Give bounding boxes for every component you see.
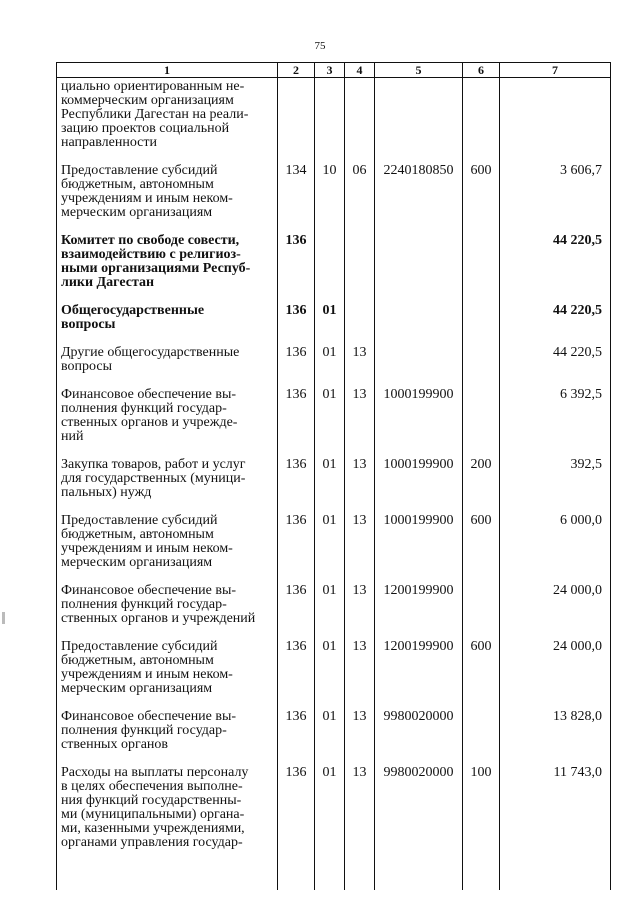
row-name-cell xyxy=(57,640,278,710)
table-row xyxy=(57,458,611,514)
row-name-cell xyxy=(57,388,278,458)
row-name-cell xyxy=(57,458,278,514)
row-admin-code-cell: 136 xyxy=(278,458,315,514)
row-amount-cell xyxy=(500,78,611,165)
table-body xyxy=(57,78,611,891)
row-target-article-cell: 2240180850 xyxy=(375,164,463,234)
row-name-cell xyxy=(57,304,278,346)
row-expense-type-cell: 600 xyxy=(463,164,500,234)
row-name-cell xyxy=(57,710,278,766)
row-amount-cell: 392,5 xyxy=(500,458,611,514)
table-row xyxy=(57,346,611,388)
column-header-6: 6 xyxy=(463,63,500,78)
row-name-line: для государственных (муници- xyxy=(61,471,246,486)
row-target-article-cell: 1000199900 xyxy=(375,514,463,584)
row-target-article-cell: 1200199900 xyxy=(375,584,463,640)
table-row xyxy=(57,710,611,766)
row-subsection-cell: 13 xyxy=(345,640,375,710)
row-subsection-cell: 06 xyxy=(345,164,375,234)
row-expense-type-cell xyxy=(463,710,500,766)
scan-margin-mark xyxy=(2,612,5,624)
row-name-line: ственных органов и учрежде- xyxy=(61,415,238,430)
row-subsection-cell xyxy=(345,78,375,165)
row-name-line: Финансовое обеспечение вы- xyxy=(61,709,237,724)
row-expense-type-cell: 600 xyxy=(463,514,500,584)
row-admin-code-cell: 136 xyxy=(278,346,315,388)
table-row xyxy=(57,304,611,346)
row-target-article-cell: 9980020000 xyxy=(375,710,463,766)
row-name-line: Предоставление субсидий xyxy=(61,513,218,528)
row-name-line: Другие общегосударственные xyxy=(61,345,240,360)
row-section-cell: 01 xyxy=(315,640,345,710)
row-amount-cell: 44 220,5 xyxy=(500,234,611,304)
row-amount-cell: 3 606,7 xyxy=(500,164,611,234)
row-subsection-cell: 13 xyxy=(345,766,375,890)
row-section-cell: 10 xyxy=(315,164,345,234)
row-target-article-cell: 1000199900 xyxy=(375,458,463,514)
column-header-2: 2 xyxy=(278,63,315,78)
row-name-line: Общегосударственные xyxy=(61,303,205,318)
row-name-cell xyxy=(57,766,278,890)
row-admin-code-cell: 136 xyxy=(278,766,315,890)
row-name-line: циально ориентированным не- xyxy=(61,79,245,94)
row-amount-cell: 11 743,0 xyxy=(500,766,611,890)
row-expense-type-cell xyxy=(463,304,500,346)
row-name-line: полнения функций государ- xyxy=(61,401,227,416)
row-section-cell: 01 xyxy=(315,766,345,890)
table-row xyxy=(57,234,611,304)
row-section-cell xyxy=(315,234,345,304)
row-section-cell: 01 xyxy=(315,388,345,458)
row-target-article-cell: 1200199900 xyxy=(375,640,463,710)
row-subsection-cell: 13 xyxy=(345,710,375,766)
row-name-line: Комитет по свободе совести, xyxy=(61,233,240,248)
row-amount-cell: 44 220,5 xyxy=(500,346,611,388)
row-section-cell: 01 xyxy=(315,346,345,388)
table-row xyxy=(57,766,611,890)
page-number: 75 xyxy=(314,40,326,52)
table-row xyxy=(57,78,611,165)
column-number-header-row xyxy=(57,63,611,78)
row-name-line: пальных) нужд xyxy=(61,485,152,500)
column-header-5: 5 xyxy=(375,63,463,78)
row-expense-type-cell xyxy=(463,388,500,458)
row-admin-code-cell: 136 xyxy=(278,514,315,584)
row-amount-cell: 6 000,0 xyxy=(500,514,611,584)
row-section-cell: 01 xyxy=(315,514,345,584)
budget-table xyxy=(56,62,611,890)
row-target-article-cell xyxy=(375,78,463,165)
row-name-line: зацию проектов социальной xyxy=(61,121,230,136)
row-name-line: Финансовое обеспечение вы- xyxy=(61,387,237,402)
row-section-cell: 01 xyxy=(315,584,345,640)
row-name-line: ственных органов и учреждений xyxy=(61,611,256,626)
row-amount-cell: 44 220,5 xyxy=(500,304,611,346)
row-name-line: лики Дагестан xyxy=(61,275,155,290)
row-name-line: ми, казенными учреждениями, xyxy=(61,821,245,836)
row-amount-cell: 24 000,0 xyxy=(500,584,611,640)
table-row xyxy=(57,640,611,710)
row-name-line: направленности xyxy=(61,135,158,150)
column-header-4: 4 xyxy=(345,63,375,78)
row-name-line: полнения функций государ- xyxy=(61,597,227,612)
row-name-line: Финансовое обеспечение вы- xyxy=(61,583,237,598)
column-header-7: 7 xyxy=(500,63,611,78)
row-name-cell xyxy=(57,346,278,388)
row-name-line: мерческим организациям xyxy=(61,555,213,570)
row-subsection-cell: 13 xyxy=(345,458,375,514)
row-name-line: коммерческим организациям xyxy=(61,93,234,108)
row-name-line: мерческим организациям xyxy=(61,205,213,220)
row-section-cell: 01 xyxy=(315,304,345,346)
row-admin-code-cell: 136 xyxy=(278,584,315,640)
row-subsection-cell: 13 xyxy=(345,346,375,388)
row-amount-cell: 13 828,0 xyxy=(500,710,611,766)
row-name-line: Расходы на выплаты персоналу xyxy=(61,765,249,780)
row-section-cell: 01 xyxy=(315,458,345,514)
row-name-line: учреждениям и иным неком- xyxy=(61,667,233,682)
budget-table-container xyxy=(56,62,610,890)
row-subsection-cell: 13 xyxy=(345,584,375,640)
table-row xyxy=(57,388,611,458)
row-name-line: бюджетным, автономным xyxy=(61,527,214,542)
row-target-article-cell xyxy=(375,234,463,304)
row-subsection-cell xyxy=(345,304,375,346)
table-row xyxy=(57,584,611,640)
row-section-cell xyxy=(315,78,345,165)
row-admin-code-cell: 136 xyxy=(278,304,315,346)
row-expense-type-cell xyxy=(463,346,500,388)
row-name-line: Предоставление субсидий xyxy=(61,163,218,178)
row-name-line: Республики Дагестан на реали- xyxy=(61,107,249,122)
table-row xyxy=(57,164,611,234)
row-name-cell xyxy=(57,234,278,304)
row-name-line: полнения функций государ- xyxy=(61,723,227,738)
row-admin-code-cell: 136 xyxy=(278,710,315,766)
row-target-article-cell: 1000199900 xyxy=(375,388,463,458)
row-name-line: ния функций государственны- xyxy=(61,793,242,808)
row-name-cell xyxy=(57,584,278,640)
row-expense-type-cell: 600 xyxy=(463,640,500,710)
row-subsection-cell xyxy=(345,234,375,304)
row-admin-code-cell: 136 xyxy=(278,388,315,458)
row-subsection-cell: 13 xyxy=(345,514,375,584)
row-expense-type-cell xyxy=(463,584,500,640)
row-amount-cell: 6 392,5 xyxy=(500,388,611,458)
row-name-line: учреждениям и иным неком- xyxy=(61,541,233,556)
row-name-line: органами управления государ- xyxy=(61,835,243,850)
row-expense-type-cell xyxy=(463,78,500,165)
column-header-1: 1 xyxy=(57,63,278,78)
row-name-cell xyxy=(57,514,278,584)
row-name-line: учреждениям и иным неком- xyxy=(61,191,233,206)
row-name-line: вопросы xyxy=(61,317,116,332)
row-target-article-cell: 9980020000 xyxy=(375,766,463,890)
row-name-line: бюджетным, автономным xyxy=(61,177,214,192)
row-name-line: мерческим организациям xyxy=(61,681,213,696)
row-target-article-cell xyxy=(375,346,463,388)
row-name-cell xyxy=(57,78,278,165)
row-name-line: взаимодействию с религиоз- xyxy=(61,247,241,262)
row-subsection-cell: 13 xyxy=(345,388,375,458)
row-name-cell xyxy=(57,164,278,234)
row-name-line: Предоставление субсидий xyxy=(61,639,218,654)
row-admin-code-cell: 136 xyxy=(278,234,315,304)
column-header-3: 3 xyxy=(315,63,345,78)
row-name-line: Закупка товаров, работ и услуг xyxy=(61,457,246,472)
row-admin-code-cell: 134 xyxy=(278,164,315,234)
row-expense-type-cell: 200 xyxy=(463,458,500,514)
table-row xyxy=(57,514,611,584)
row-name-line: ными организациями Респуб- xyxy=(61,261,251,276)
row-name-line: ми (муниципальными) органа- xyxy=(61,807,245,822)
row-name-line: в целях обеспечения выполне- xyxy=(61,779,243,794)
row-name-line: вопросы xyxy=(61,359,112,374)
row-expense-type-cell: 100 xyxy=(463,766,500,890)
row-expense-type-cell xyxy=(463,234,500,304)
row-name-line: ственных органов xyxy=(61,737,169,752)
row-admin-code-cell: 136 xyxy=(278,640,315,710)
row-section-cell: 01 xyxy=(315,710,345,766)
row-admin-code-cell xyxy=(278,78,315,165)
row-name-line: бюджетным, автономным xyxy=(61,653,214,668)
row-amount-cell: 24 000,0 xyxy=(500,640,611,710)
row-name-line: ний xyxy=(61,429,84,444)
row-target-article-cell xyxy=(375,304,463,346)
